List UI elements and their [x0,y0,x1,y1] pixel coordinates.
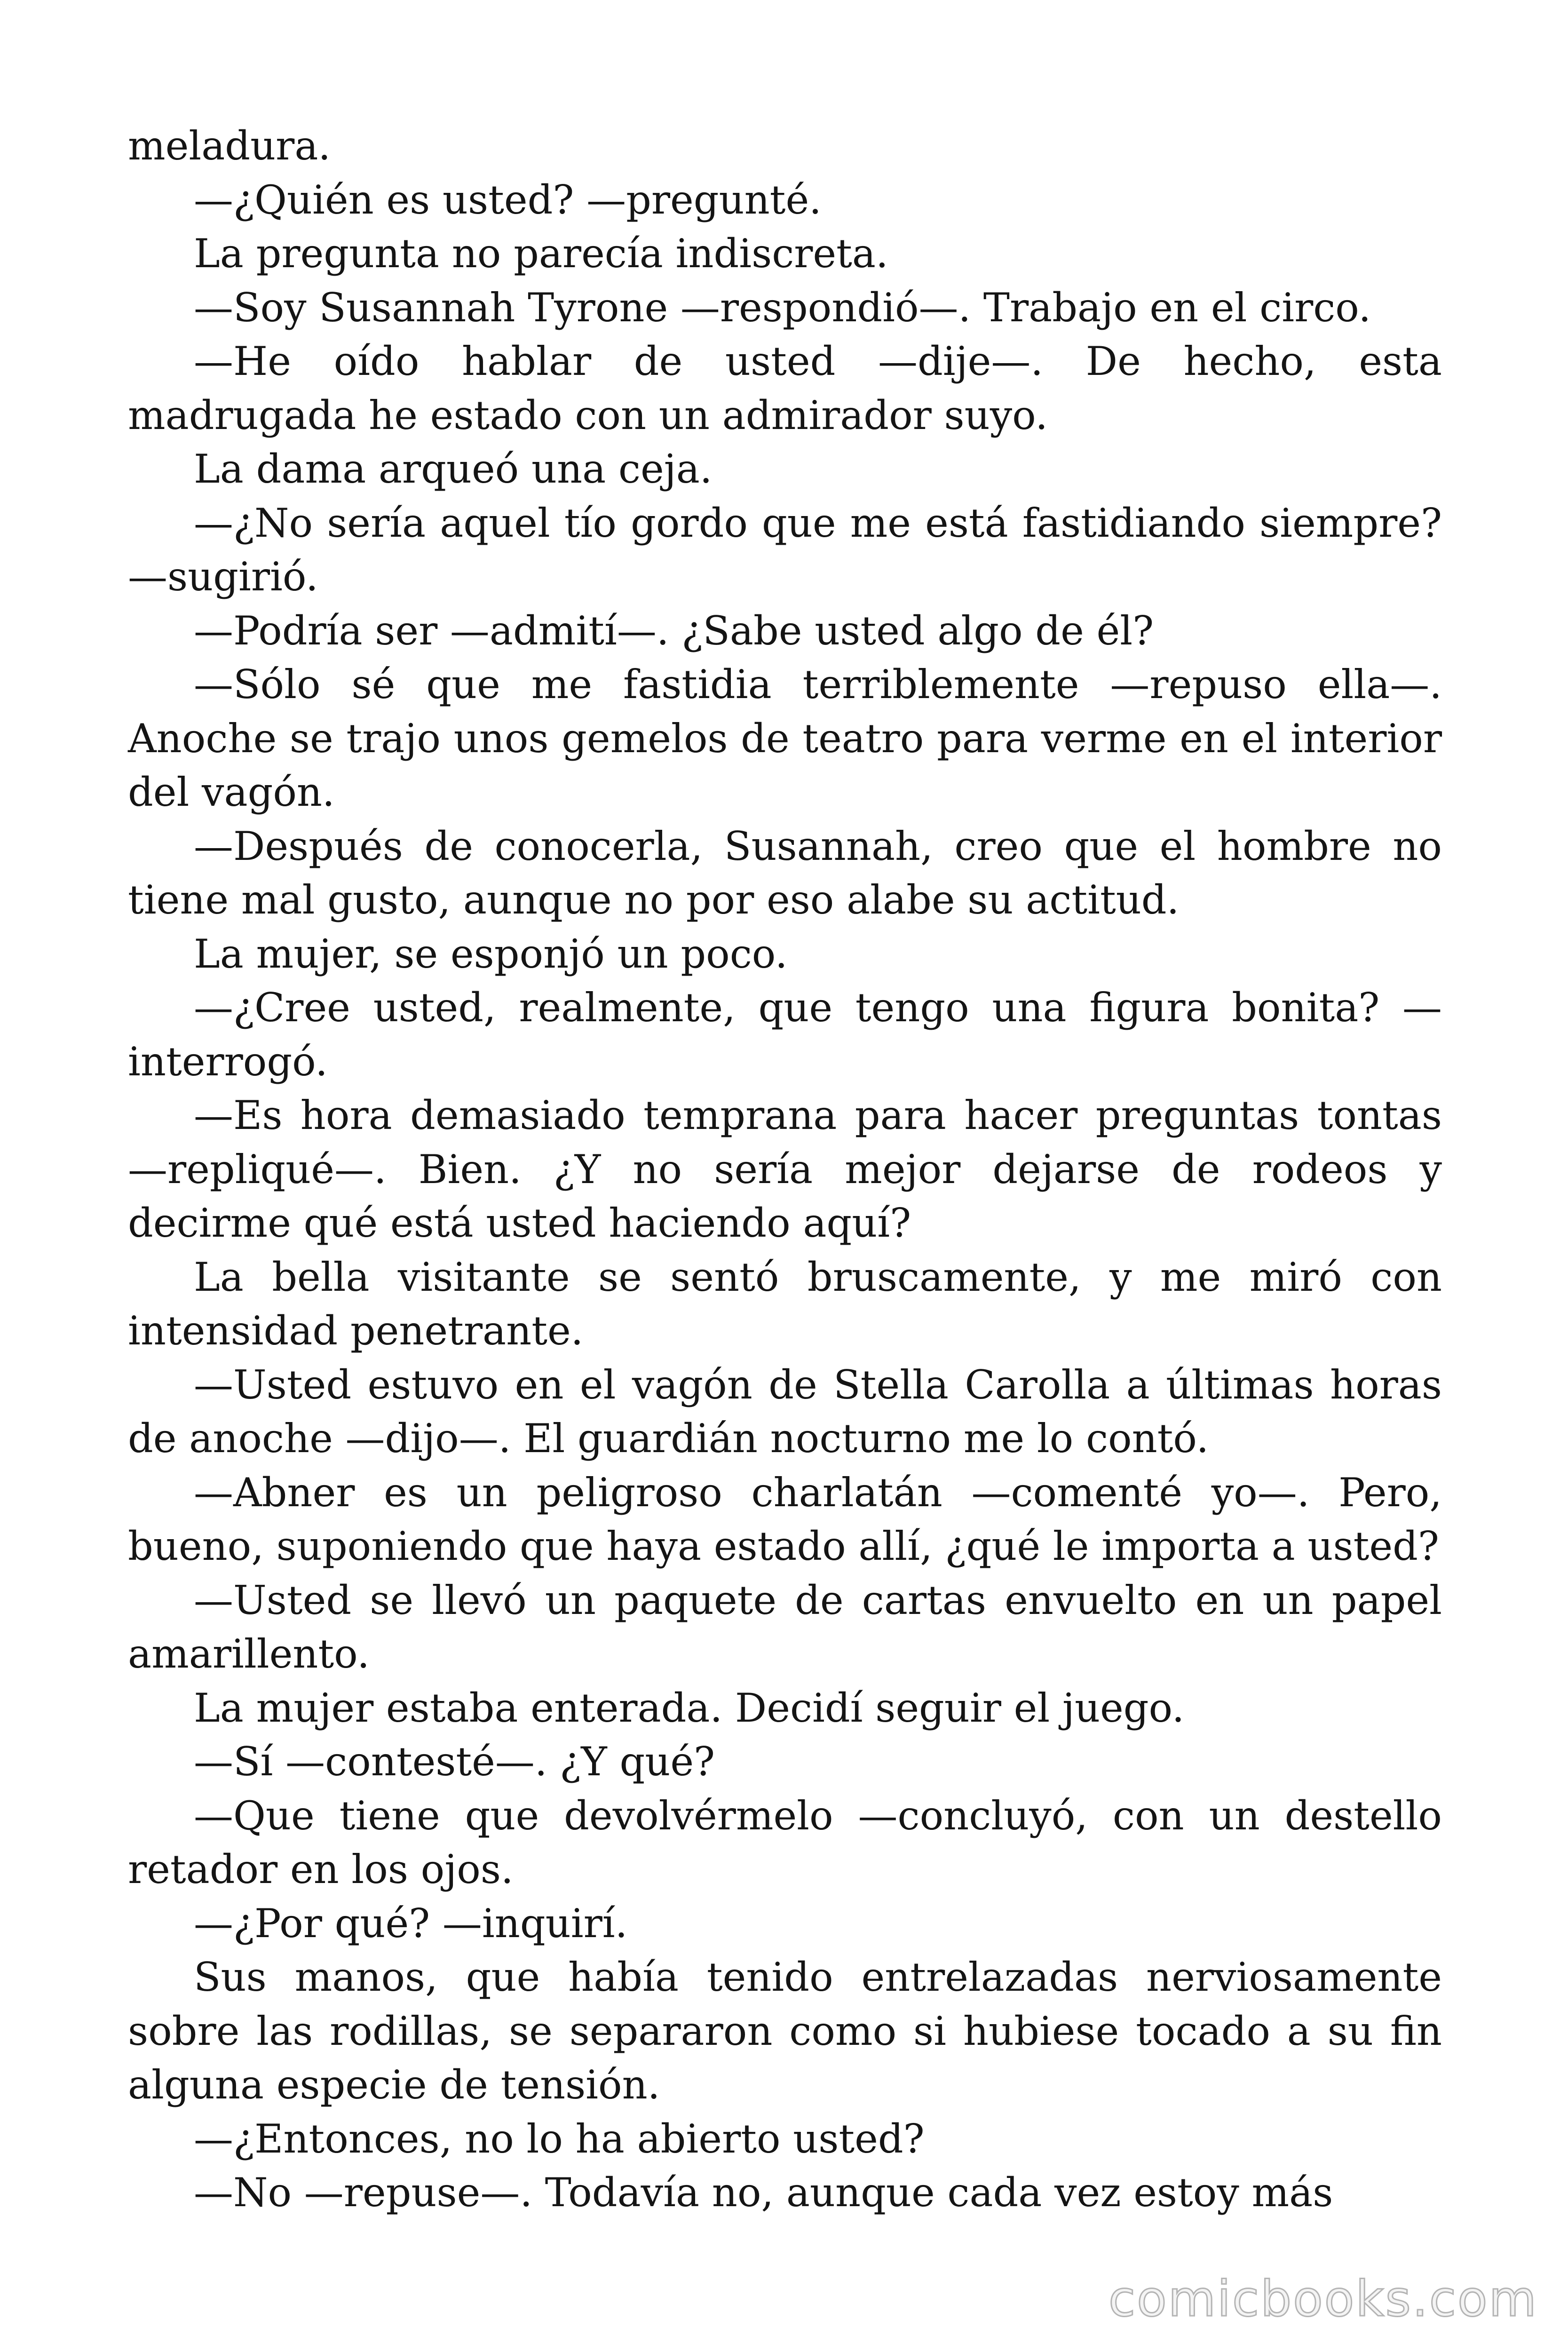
paragraph-5: La dama arqueó una ceja. [194,446,713,492]
paragraph-7: —Podría ser —admití—. ¿Sabe usted algo de él? [194,607,1154,654]
paragraph-12: —Es hora demasiado temprana para hacer preguntas tontas —repliqué—. Bien. ¿Y no sería mejor dejarse de rodeos y decirme qué está usted haciendo aquí? [128,1092,1442,1246]
paragraph-18: —Sí —contesté—. ¿Y qué? [194,1739,715,1785]
paragraph-16: —Usted se llevó un paquete de cartas envuelto en un papel amarillento. [128,1577,1442,1677]
paragraph-15: —Abner es un peligroso charlatán —comenté yo—. Pero, bueno, suponiendo que haya estado allí, ¿qué le importa a usted? [128,1469,1442,1569]
paragraph-11: —¿Cree usted, realmente, que tengo una figura bonita? —interrogó. [128,985,1442,1085]
paragraph-1: —¿Quién es usted? —pregunté. [194,176,822,223]
paragraph-19: —Que tiene que devolvérmelo —concluyó, con un destello retador en los ojos. [128,1792,1442,1892]
paragraph-9: —Después de conocerla, Susannah, creo que el hombre no tiene mal gusto, aunque no por eso alabe su actitud. [128,823,1442,923]
paragraph-17: La mujer estaba enterada. Decidí seguir el juego. [194,1685,1185,1731]
paragraph-0: meladura. [128,123,331,169]
paragraph-2: La pregunta no parecía indiscreta. [194,230,888,277]
paragraph-21: Sus manos, que había tenido entrelazadas nerviosamente sobre las rodillas, se separaron como si hubiese tocado a su fin alguna especie de tensión. [128,1954,1442,2108]
paragraph-8: —Sólo sé que me fastidia terriblemente —repuso ella—. Anoche se trajo unos gemelos de teatro para verme en el interior del vagón. [128,661,1442,815]
paragraph-20: —¿Por qué? —inquirí. [194,1900,628,1947]
paragraph-4: —He oído hablar de usted —dije—. De hecho, esta madrugada he estado con un admirador suyo. [128,338,1442,438]
paragraph-6: —¿No sería aquel tío gordo que me está fastidiando siempre? —sugirió. [128,500,1442,600]
paragraph-13: La bella visitante se sentó bruscamente, y me miró con intensidad penetrante. [128,1254,1442,1354]
paragraph-10: La mujer, se esponjó un poco. [194,930,788,977]
page-body [128,119,1442,2220]
paragraph-23: —No —repuse—. Todavía no, aunque cada vez estoy más [194,2169,1333,2216]
paragraph-14: —Usted estuvo en el vagón de Stella Carolla a últimas horas de anoche —dijo—. El guardián nocturno me lo contó. [128,1361,1442,1462]
paragraph-22: —¿Entonces, no lo ha abierto usted? [194,2115,925,2162]
paragraph-3: —Soy Susannah Tyrone —respondió—. Trabajo en el circo. [194,284,1371,331]
watermark: comicbooks.com [1108,2270,1538,2328]
